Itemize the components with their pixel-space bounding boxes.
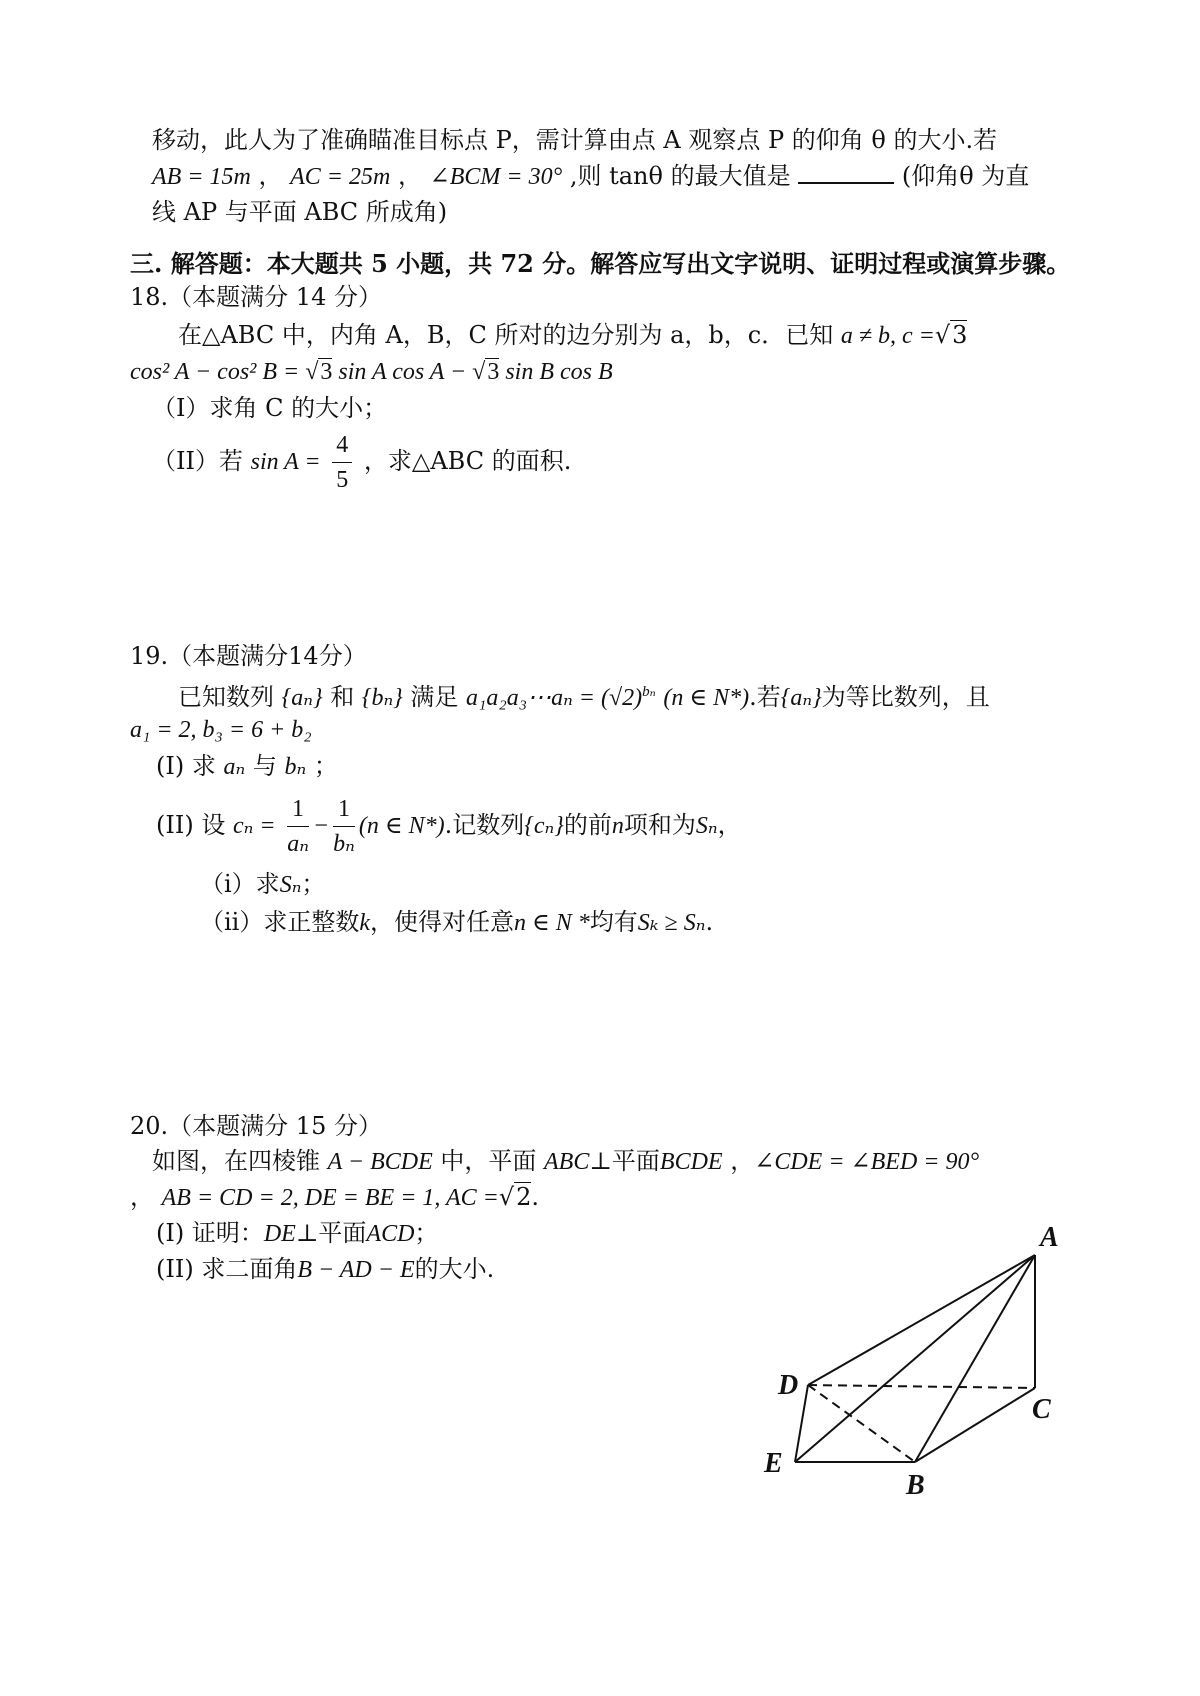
edge-ad (808, 1255, 1035, 1385)
q19-frac-1 (287, 792, 309, 861)
q18-sqrt3: 3 (952, 321, 968, 349)
q19-s1-label: （i）求 (200, 870, 280, 898)
q19-p2-seq: {cₙ} (524, 813, 564, 839)
q18-fraction (332, 428, 352, 497)
q18-p2-label: （II）若 (152, 447, 243, 475)
q18-eq-left: cos² A − cos² B = (130, 359, 306, 385)
sqrt-sign: √ (934, 321, 951, 349)
label-c: C (1032, 1394, 1051, 1425)
q18-text-1: 在△ABC 中，内角 A，B，C 所对的边分别为 a，b，c．已知 (178, 321, 834, 349)
prev-eq-ab: AB = 15m (152, 164, 251, 190)
q20-p1-de: DE (263, 1221, 296, 1247)
prev-line-2 (152, 160, 1029, 193)
q19-s2-t2: 均有 (589, 908, 638, 936)
q20-plane-abc: ABC (544, 1149, 590, 1175)
label-a: A (1040, 1222, 1059, 1253)
q19-s2-end: . (705, 908, 714, 936)
q19-t4: .若 (749, 683, 781, 711)
q20-angles: ∠CDE = ∠BED = 90° (754, 1149, 980, 1175)
q19-product: a₁a₂a₃⋯aₙ = (√2) (466, 685, 643, 711)
q19-p2-n: n (611, 813, 624, 839)
prev-eq-ac: AC = 25m (290, 164, 391, 190)
q19-p1-an: aₙ (223, 754, 246, 780)
q20-t1: 如图，在四棱锥 (152, 1147, 320, 1175)
label-b: B (906, 1470, 925, 1500)
q20-p1-label: (I) 证明： (156, 1219, 264, 1247)
q18-cond: a ≠ b, c = (840, 323, 935, 349)
prev-line-3: 线 AP 与平面 ABC 所成角) (152, 198, 448, 226)
q20-line-2 (130, 1181, 539, 1214)
q19-t5: 为等比数列，且 (821, 683, 990, 711)
q19-frac1-num: 1 (287, 792, 309, 827)
q18-frac-num: 4 (332, 428, 352, 463)
q18-frac-den: 5 (336, 467, 349, 493)
q18-p2-tail: ，求△ABC 的面积. (363, 447, 572, 475)
q19-s1-sn: Sₙ (279, 872, 302, 898)
q20-p2-label: (II) 求二面角 (156, 1255, 298, 1283)
pyramid-figure (760, 1210, 1100, 1500)
answer-blank (798, 160, 894, 184)
q20-p1-t: ⊥平面 (295, 1219, 367, 1247)
q19-p2-t4: ， (717, 811, 742, 839)
q18-equation (130, 356, 613, 388)
q20-line-1 (152, 1145, 979, 1178)
q20-p2-end: 的大小. (414, 1255, 495, 1283)
edge-dc-hidden (808, 1385, 1035, 1388)
q20-lengths: AB = CD = 2, DE = BE = 1, AC = (161, 1185, 499, 1211)
q20-pyramid: A − BCDE (327, 1149, 433, 1175)
q19-sub-2 (200, 906, 713, 939)
q19-part-1 (156, 750, 338, 783)
q18-eq-mid: sin A cos A − (332, 359, 473, 385)
q20-p1-end: ； (414, 1219, 439, 1247)
q19-p1-bn: bₙ (284, 754, 307, 780)
q20-part-2 (156, 1253, 494, 1286)
q20-p1-acd: ACD (366, 1221, 415, 1247)
q20-sqrt2: 2 (516, 1183, 532, 1211)
q20-header: 20.（本题满分 15 分） (130, 1112, 382, 1140)
q19-domain: (n ∈ N*) (663, 685, 750, 711)
q19-p2-t2: 的前 (563, 811, 612, 839)
q18-eq-r1: 3 (320, 359, 333, 385)
prev-line-1: 移动，此人为了准确瞄准目标点 P，需计算由点 A 观察点 P 的仰角 θ 的大小.若 (152, 126, 998, 154)
q19-line-2: a₁ = 2, b₃ = 6 + b₂ (130, 717, 312, 743)
q19-s2-ineq: Sₖ ≥ Sₙ (637, 910, 706, 936)
edge-bc (915, 1388, 1035, 1462)
q20-t4: ， (730, 1147, 755, 1175)
q19-p1-and: 与 (252, 752, 277, 780)
q19-p2-cn: cₙ = (232, 813, 276, 839)
prev-note: (仰角θ 为直 (901, 162, 1030, 190)
q19-seq-a: {aₙ} (281, 685, 323, 711)
sqrt-sign: √ (305, 359, 319, 385)
q20-t3: ⊥平面 (589, 1147, 660, 1175)
q20-t6: . (531, 1183, 540, 1211)
q19-p2-sn: Sₙ (695, 813, 718, 839)
q19-exp: bₙ (642, 684, 656, 700)
q20-plane-bcde: BCDE (659, 1149, 723, 1175)
q19-p2-label: (II) 设 (156, 811, 226, 839)
q19-frac1-den: aₙ (287, 831, 309, 857)
q18-p2-math: sin A = (250, 449, 321, 475)
q19-s2-k: k (359, 910, 371, 936)
q20-t5: ， (130, 1183, 154, 1211)
q19-t1: 已知数列 (178, 683, 274, 711)
q19-p2-t3: 项和为 (623, 811, 696, 839)
label-e: E (764, 1448, 783, 1479)
q19-s2-t1: ，使得对任意 (370, 908, 515, 936)
q19-frac2-num: 1 (333, 792, 355, 827)
q19-frac-2 (333, 792, 355, 861)
q19-line-1 (178, 676, 990, 714)
q19-p2-domain: (n ∈ N*) (358, 813, 445, 839)
q20-part-1 (156, 1217, 438, 1250)
q18-eq-end: sin B cos B (499, 359, 613, 385)
q18-eq-r2: 3 (487, 359, 500, 385)
q20-t2: 中，平面 (440, 1147, 537, 1175)
q18-part-2 (152, 426, 571, 497)
q20-p2-angle: B − AD − E (297, 1257, 415, 1283)
q19-s1-end: ； (301, 870, 326, 898)
section-3-heading: 三. 解答题：本大题共 5 小题，共 72 分。解答应写出文字说明、证明过程或演算步骤。 (130, 249, 1071, 278)
q19-p1-label: (I) 求 (156, 752, 216, 780)
q19-seq-b: {bₙ} (361, 685, 403, 711)
sqrt-sign: √ (472, 359, 486, 385)
q19-header: 19.（本题满分14分） (130, 642, 367, 670)
q18-header: 18.（本题满分 14 分） (130, 283, 382, 311)
q19-p1-end: ； (313, 752, 338, 780)
q19-p2-t1: .记数列 (444, 811, 525, 839)
prev-sep-1: ， (258, 162, 283, 190)
edge-db-hidden (808, 1385, 915, 1462)
q18-line-1 (178, 319, 967, 352)
q19-t2: 和 (330, 683, 355, 711)
q19-s2-n: n ∈ N * (514, 910, 590, 936)
prev-sep-2: ， (397, 162, 422, 190)
q19-t3: 满足 (410, 683, 459, 711)
q19-part-2 (156, 790, 742, 861)
q19-seq-a2: {aₙ} (780, 685, 822, 711)
edge-ab (915, 1255, 1035, 1462)
q18-part-1: （I）求角 C 的大小； (152, 394, 388, 422)
label-d: D (778, 1370, 799, 1401)
prev-question: ,则 tanθ 的最大值是 (569, 162, 791, 190)
q19-frac2-den: bₙ (333, 831, 355, 857)
q19-sub-1 (200, 868, 325, 901)
prev-eq-angle: ∠BCM = 30° (429, 164, 563, 190)
sqrt-sign: √ (498, 1183, 515, 1211)
q19-s2-label: （ii）求正整数 (200, 908, 360, 936)
edge-ae (795, 1255, 1035, 1462)
q19-minus: − (312, 813, 330, 839)
